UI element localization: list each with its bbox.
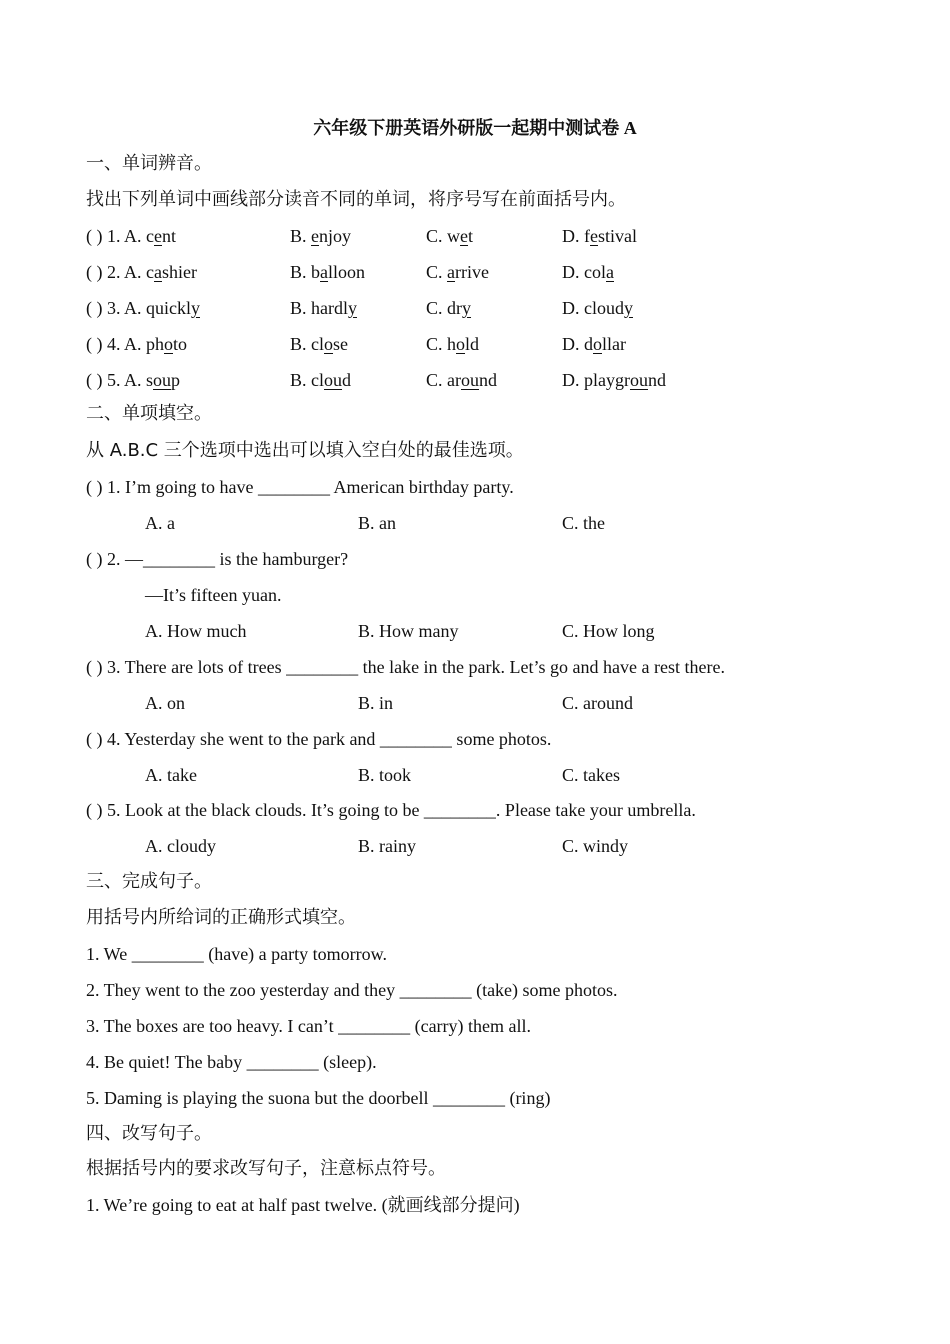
- option-label: B.: [290, 370, 307, 390]
- mc-q5-option-b: B. rainy: [358, 836, 416, 856]
- section3-instruction: 用括号内所给词的正确形式填空。: [86, 907, 356, 928]
- phonics-q1-option-d: [562, 222, 637, 250]
- phonics-q4-option-c: [426, 330, 479, 358]
- fill-item-5: 5. Daming is playing the suona but the doorbell ________ (ring): [86, 1088, 551, 1108]
- underlined-letters: ou: [153, 370, 172, 390]
- word-part: d: [584, 334, 593, 354]
- phonics-q1-option-c: [426, 222, 473, 250]
- mc-q2-option-a: A. How much: [145, 621, 247, 641]
- mc-q3-option-c: C. around: [562, 693, 633, 713]
- underlined-letters: a: [606, 262, 614, 282]
- word-part: h: [447, 334, 457, 354]
- word-part: shier: [162, 262, 197, 282]
- underlined-letters: y: [624, 298, 633, 318]
- underlined-letters: y: [348, 298, 357, 318]
- mc-q4-option-c: C. takes: [562, 765, 620, 785]
- phonics-q5-option-d: [562, 366, 666, 394]
- word-part: lloon: [328, 262, 366, 282]
- word-part: p: [171, 370, 181, 390]
- phonics-q3-number: ( ) 3. A.: [86, 298, 142, 318]
- mc-q1-option-a: A. a: [145, 513, 175, 533]
- mc-q4-option-a: A. take: [145, 765, 197, 785]
- phonics-q2-option-b: [290, 258, 365, 286]
- word-part: hardl: [311, 298, 348, 318]
- underlined-letters: o: [324, 334, 334, 354]
- word-part: quickl: [146, 298, 191, 318]
- phonics-q2-option-d: [562, 258, 614, 286]
- section2-instruction: 从 A.B.C 三个选项中选出可以填入空白处的最佳选项。: [86, 440, 524, 461]
- underlined-letters: a: [447, 262, 456, 282]
- option-label: D.: [562, 370, 580, 390]
- option-label: D.: [562, 262, 580, 282]
- mc-q2-option-c: C. How long: [562, 621, 655, 641]
- phonics-q5-option-a: [86, 366, 180, 394]
- word-part: c: [146, 262, 154, 282]
- mc-q1-stem: ( ) 1. I’m going to have ________ American birthday party.: [86, 477, 514, 497]
- section1-instruction: 找出下列单词中画线部分读音不同的单词，将序号写在前面括号内。: [86, 189, 626, 210]
- word-part: w: [447, 226, 461, 246]
- section3-heading: 三、完成句子。: [86, 871, 212, 892]
- word-part: b: [311, 262, 321, 282]
- word-part: dr: [447, 298, 463, 318]
- word-part: playgr: [584, 370, 630, 390]
- underlined-letters: e: [590, 226, 598, 246]
- mc-q2-stem: ( ) 2. —________ is the hamburger?: [86, 549, 349, 569]
- option-label: B.: [290, 226, 307, 246]
- mc-q3-option-b: B. in: [358, 693, 394, 713]
- word-part: ar: [447, 370, 461, 390]
- word-part: njoy: [319, 226, 352, 246]
- underlined-letters: y: [191, 298, 200, 318]
- underlined-letters: a: [154, 262, 162, 282]
- mc-q5-option-a: A. cloudy: [145, 836, 216, 856]
- mc-q3-stem: ( ) 3. There are lots of trees ________ the lake in the park. Let’s go and have a rest there.: [86, 657, 725, 677]
- word-part: cloud: [584, 298, 624, 318]
- word-part: f: [584, 226, 590, 246]
- underlined-letters: e: [311, 226, 320, 246]
- phonics-q5-option-c: [426, 366, 497, 394]
- phonics-q3-option-c: [426, 294, 471, 322]
- word-part: ld: [465, 334, 480, 354]
- phonics-q1-option-b: [290, 222, 351, 250]
- underlined-letters: o: [456, 334, 466, 354]
- option-label: C.: [426, 370, 443, 390]
- phonics-q4-option-a: [86, 330, 187, 358]
- phonics-q3-option-a: [86, 294, 200, 322]
- rewrite-item-1-end: ): [513, 1195, 520, 1215]
- word-part: nt: [162, 226, 177, 246]
- fill-item-1: 1. We ________ (have) a party tomorrow.: [86, 944, 387, 964]
- phonics-q2-number: ( ) 2. A.: [86, 262, 142, 282]
- underlined-letters: o: [164, 334, 173, 354]
- phonics-q5-option-b: [290, 366, 351, 394]
- option-label: C.: [426, 334, 443, 354]
- phonics-q4-number: ( ) 4. A.: [86, 334, 142, 354]
- underlined-letters: y: [462, 298, 472, 318]
- phonics-q2-option-c: [426, 258, 489, 286]
- option-label: B.: [290, 262, 307, 282]
- word-part: to: [173, 334, 188, 354]
- fill-item-2: 2. They went to the zoo yesterday and they ________ (take) some photos.: [86, 980, 618, 1000]
- word-part: cl: [311, 334, 325, 354]
- phonics-q1-number: ( ) 1. A.: [86, 226, 142, 246]
- word-part: d: [342, 370, 352, 390]
- phonics-q5-number: ( ) 5. A.: [86, 370, 142, 390]
- mc-q5-option-c: C. windy: [562, 836, 629, 856]
- word-part: ph: [146, 334, 164, 354]
- phonics-q3-option-d: [562, 294, 633, 322]
- underlined-letters: ou: [461, 370, 479, 390]
- rewrite-item-1-requirement: 就画线部分提问: [387, 1195, 514, 1216]
- rewrite-item-1-text: 1. We’re going to eat at half past twelve. (: [86, 1195, 388, 1215]
- underlined-letters: ou: [629, 370, 648, 390]
- word-part: col: [584, 262, 606, 282]
- section4-instruction: 根据括号内的要求改写句子，注意标点符号。: [86, 1158, 446, 1179]
- underlined-letters: e: [460, 226, 469, 246]
- option-label: B.: [290, 334, 307, 354]
- mc-q2-option-b: B. How many: [358, 621, 459, 641]
- underlined-letters: o: [593, 334, 602, 354]
- underlined-letters: a: [320, 262, 329, 282]
- option-label: B.: [290, 298, 307, 318]
- word-part: stival: [598, 226, 637, 246]
- mc-q2-answer-line: —It’s fifteen yuan.: [145, 585, 282, 605]
- section2-heading: 二、单项填空。: [86, 403, 212, 424]
- fill-item-4: 4. Be quiet! The baby ________ (sleep).: [86, 1052, 377, 1072]
- word-part: c: [146, 226, 154, 246]
- rewrite-item-1: [86, 1191, 520, 1219]
- option-label: D.: [562, 334, 580, 354]
- mc-q5-stem: ( ) 5. Look at the black clouds. It’s going to be ________. Please take your umbrella.: [86, 800, 696, 820]
- phonics-q1-option-a: [86, 222, 176, 250]
- mc-q4-stem: ( ) 4. Yesterday she went to the park and ________ some photos.: [86, 729, 552, 749]
- phonics-q3-option-b: [290, 294, 357, 322]
- underlined-letters: e: [154, 226, 162, 246]
- mc-q1-option-c: C. the: [562, 513, 605, 533]
- option-label: D.: [562, 226, 580, 246]
- option-label: C.: [426, 226, 443, 246]
- word-part: nd: [647, 370, 666, 390]
- section4-heading: 四、改写句子。: [86, 1123, 212, 1144]
- word-part: s: [146, 370, 154, 390]
- mc-q3-option-a: A. on: [145, 693, 185, 713]
- page-title: 六年级下册英语外研版一起期中测试卷 A: [313, 118, 637, 138]
- word-part: llar: [602, 334, 626, 354]
- phonics-q2-option-a: [86, 258, 197, 286]
- word-part: se: [333, 334, 349, 354]
- underlined-letters: ou: [324, 370, 343, 390]
- phonics-q4-option-b: [290, 330, 348, 358]
- section1-heading: 一、单词辨音。: [86, 153, 212, 174]
- mc-q4-option-b: B. took: [358, 765, 412, 785]
- word-part: nd: [479, 370, 497, 390]
- option-label: D.: [562, 298, 580, 318]
- word-part: cl: [311, 370, 325, 390]
- option-label: C.: [426, 298, 443, 318]
- phonics-q4-option-d: [562, 330, 626, 358]
- mc-q1-option-b: B. an: [358, 513, 396, 533]
- word-part: t: [468, 226, 474, 246]
- option-label: C.: [426, 262, 443, 282]
- fill-item-3: 3. The boxes are too heavy. I can’t ________ (carry) them all.: [86, 1016, 532, 1036]
- word-part: rrive: [455, 262, 489, 282]
